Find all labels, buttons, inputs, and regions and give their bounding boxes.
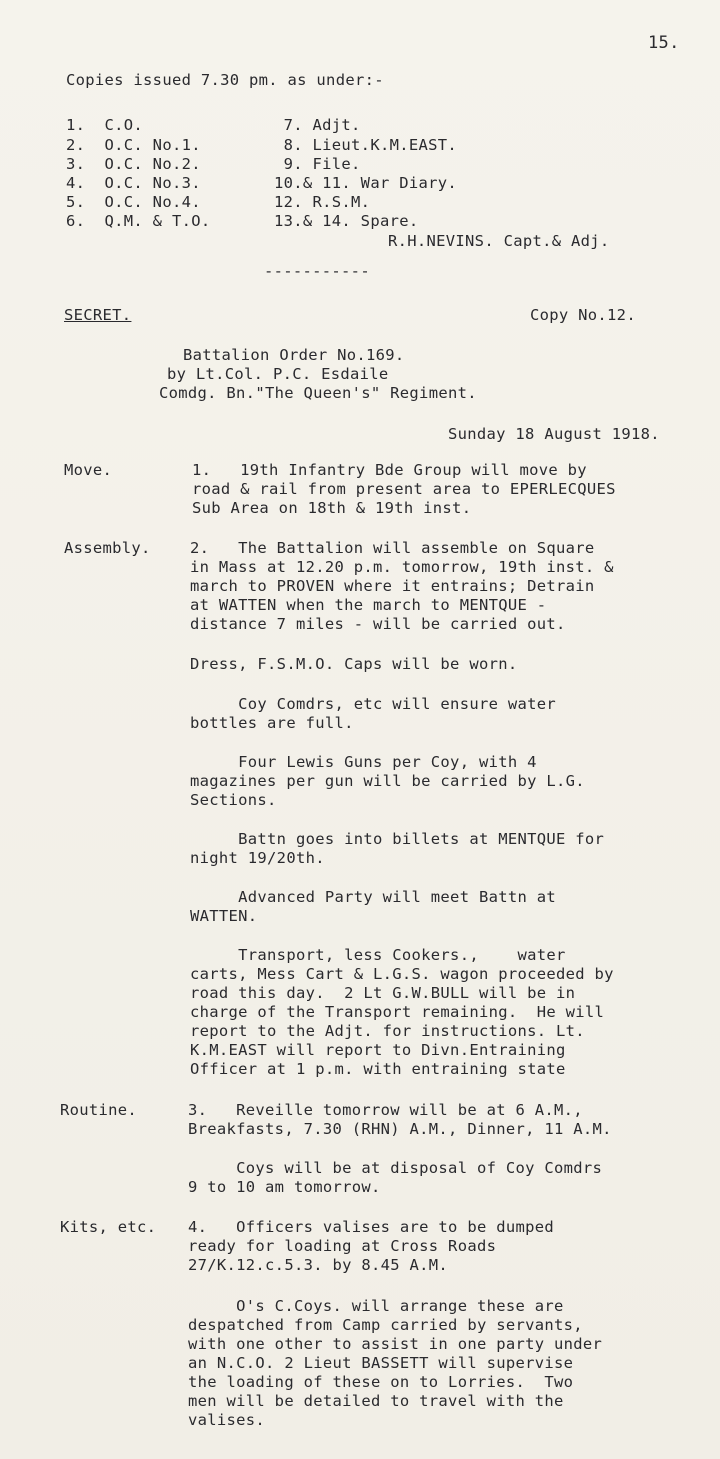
copy-item: 1. C.O. [66,116,144,134]
text-line: K.M.EAST will report to Divn.Entraining [190,1041,566,1059]
text-line: 9 to 10 am tomorrow. [188,1178,381,1196]
text-line: 4. Officers valises are to be dumped [188,1218,555,1236]
text-line: Coy Comdrs, etc will ensure water [190,695,557,713]
text-line: WATTEN. [190,907,258,925]
text-line: 3. Reveille tomorrow will be at 6 A.M., [188,1101,583,1119]
text-line: magazines per gun will be carried by L.G. [190,772,585,790]
section-heading: Kits, etc. [60,1218,157,1236]
text-line: night 19/20th. [190,849,325,867]
text-line: O's C.Coys. will arrange these are [188,1297,564,1315]
order-command: Comdg. Bn."The Queen's" Regiment. [159,384,477,402]
copy-item: 13.& 14. Spare. [274,212,419,230]
copy-item: 9. File. [274,155,361,173]
signature-block: R.H.NEVINS. Capt.& Adj. [388,232,610,250]
text-line: at WATTEN when the march to MENTQUE - [190,596,547,614]
copy-item: 8. Lieut.K.M.EAST. [274,136,458,154]
text-line: the loading of these on to Lorries. Two [188,1373,574,1391]
text-line: 1. 19th Infantry Bde Group will move by [192,461,587,479]
text-line: Sub Area on 18th & 19th inst. [192,499,472,517]
copy-item: 4. O.C. No.3. [66,174,201,192]
copy-item: 5. O.C. No.4. [66,193,201,211]
text-line: an N.C.O. 2 Lieut BASSETT will supervise [188,1354,574,1372]
divider: ----------- [264,262,370,280]
page-number: 15. [648,33,680,53]
section-heading: Assembly. [64,539,151,557]
copy-item: 3. O.C. No.2. [66,155,201,173]
text-line: 2. The Battalion will assemble on Square [190,539,595,557]
copy-item: 7. Adjt. [274,116,361,134]
text-line: ready for loading at Cross Roads [188,1237,497,1255]
text-line: Advanced Party will meet Battn at [190,888,557,906]
text-line: bottles are full. [190,714,354,732]
copy-number: Copy No.12. [530,306,636,324]
order-author: by Lt.Col. P.C. Esdaile [167,365,389,383]
classification-label: SECRET. [64,306,132,324]
copies-heading: Copies issued 7.30 pm. as under:- [66,71,384,89]
text-line: road & rail from present area to EPERLECQUES [192,480,616,498]
text-line: Coys will be at disposal of Coy Comdrs [188,1159,603,1177]
dress-line: Dress, F.S.M.O. Caps will be worn. [190,655,518,673]
copy-item: 2. O.C. No.1. [66,136,201,154]
text-line: Officer at 1 p.m. with entraining state [190,1060,566,1078]
text-line: report to the Adjt. for instructions. Lt. [190,1022,585,1040]
section-heading: Move. [64,461,113,479]
text-line: charge of the Transport remaining. He will [190,1003,605,1021]
text-line: march to PROVEN where it entrains; Detrain [190,577,595,595]
text-line: with one other to assist in one party under [188,1335,603,1353]
order-date: Sunday 18 August 1918. [448,425,660,443]
copy-item: 10.& 11. War Diary. [274,174,458,192]
text-line: Transport, less Cookers., water [190,946,566,964]
text-line: in Mass at 12.20 p.m. tomorrow, 19th inst. & [190,558,614,576]
text-line: road this day. 2 Lt G.W.BULL will be in [190,984,576,1002]
text-line: men will be detailed to travel with the [188,1392,564,1410]
text-line: despatched from Camp carried by servants, [188,1316,583,1334]
text-line: valises. [188,1411,266,1429]
text-line: 27/K.12.c.5.3. by 8.45 A.M. [188,1256,449,1274]
text-line: distance 7 miles - will be carried out. [190,615,566,633]
text-line: Four Lewis Guns per Coy, with 4 [190,753,537,771]
copy-item: 12. R.S.M. [274,193,371,211]
text-line: Battn goes into billets at MENTQUE for [190,830,605,848]
text-line: carts, Mess Cart & L.G.S. wagon proceeded by [190,965,614,983]
order-title: Battalion Order No.169. [183,346,405,364]
text-line: Breakfasts, 7.30 (RHN) A.M., Dinner, 11 A.M. [188,1120,612,1138]
text-line: Sections. [190,791,277,809]
copy-item: 6. Q.M. & T.O. [66,212,211,230]
section-heading: Routine. [60,1101,138,1119]
